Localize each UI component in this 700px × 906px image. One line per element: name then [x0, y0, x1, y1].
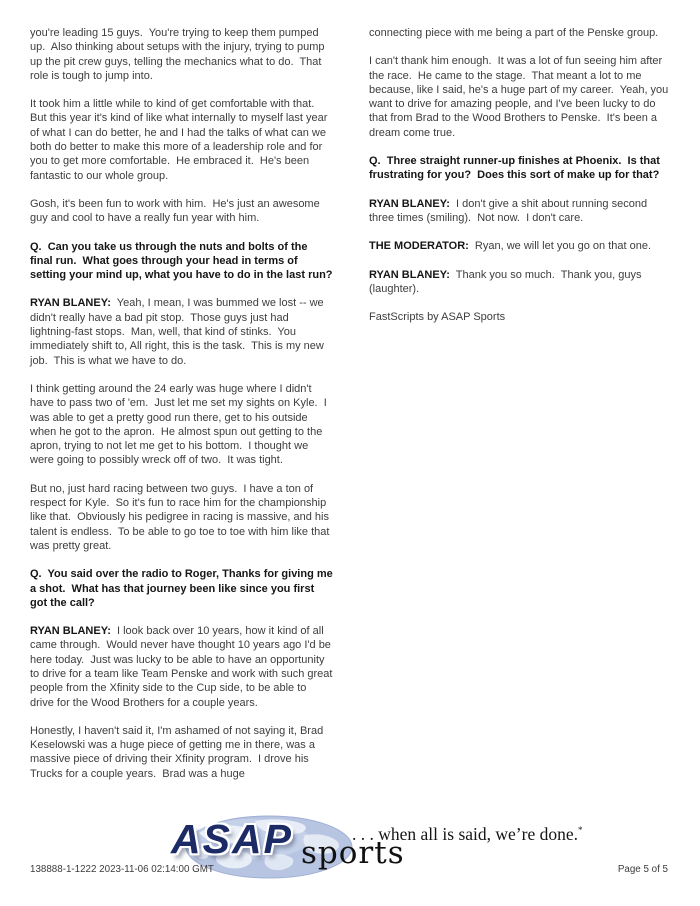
body-paragraph: I think getting around the 24 early was huge where I didn't have to pass two of 'em. Just let me set my sights on Kyle. I was able to get a pretty good run there, get to his outside when he got to the apron. He almost spun out getting to the apron, trying to not let me get to his bottom. I thought we were going to possibly wreck off of two. It was tight.	[30, 382, 330, 467]
logo-sports-text: sports	[301, 835, 405, 871]
body-paragraph: FastScripts by ASAP Sports	[369, 311, 506, 324]
body-paragraph: Honestly, I haven't said it, I'm ashamed of not saying it, Brad Keselowski was a huge piece of getting me in there, was a massive piece of driving their Xfinity program. I drove his Trucks for a couple years. Brad was a huge	[30, 724, 327, 780]
logo-asap-text: ASAP	[171, 816, 293, 862]
speech-text: Yeah, I mean, I was bummed we lost -- we didn't really have a bad pit stop. Those guys just had lightning-fast stops. Man, well, that kind of stinks. You immediately shift to, All right, this is the task. This is my new job. This is what we have to do.	[30, 297, 327, 367]
body-paragraph: But no, just hard racing between two guys. I have a ton of respect for Kyle. So it's fun to race him for the championship like that. Obviously his pedigree in racing is massive, and his talent is endless. To be able to go toe to toe with him like that was pretty great.	[30, 482, 333, 552]
footer-page-number: Page 5 of 5	[617, 864, 668, 875]
question-paragraph: Q. Can you take us through the nuts and bolts of the final run. What goes through your head in terms of setting your mind up, what you have to do in the last run?	[30, 240, 333, 282]
speaker-name: THE MODERATOR:	[369, 240, 469, 253]
two-column-text-area	[30, 26, 672, 795]
speech-text: Ryan, we will let you go on that one.	[468, 240, 652, 253]
speaker-name: RYAN BLANEY:	[369, 197, 450, 210]
body-paragraph: It took him a little while to kind of get comfortable with that. But this year it's kind of like what internally to myself last year of what I can do better, he and I had the talks of what can we both do better to make this more of a leadership role and for you to get more comfortable. He embraced it. He's been fantastic to our whole group.	[30, 98, 331, 182]
speech-text: I don't give a shit about running second three times (smiling). Not now. I don't care.	[369, 197, 651, 224]
answer-paragraph	[369, 268, 672, 297]
speech-text: I look back over 10 years, how it kind of all came through. Would never have thought 10 years ago I'd be here today. Just was lucky to be able to have an opportunity to drive for a team like Team Penske and work with such great people from the Xfinity side to the Cup side, to be able to drive for the Wood Brothers for a couple years.	[30, 625, 336, 709]
speaker-name: RYAN BLANEY:	[30, 297, 111, 310]
body-paragraph: I can't thank him enough. It was a lot of fun seeing him after the race. He came to the stage. That meant a lot to me because, like I said, he's a huge part of my career. Yeah, you want to drive for amazing people, and I've been lucky to do that from Brad to the Wood Brothers to Penske. It's been a dream come true.	[369, 55, 672, 139]
answer-paragraph	[30, 624, 336, 710]
speaker-name: RYAN BLANEY:	[30, 625, 111, 638]
tagline-text: . . . when all is said, we’re done.	[352, 824, 578, 844]
body-paragraph: Gosh, it's been fun to work with him. He's just an awesome guy and cool to have a really fun year with him.	[30, 197, 323, 225]
body-paragraph: you're leading 15 guys. You're trying to keep them pumped up. Also thinking about setups with the injury, trying to pump up the pit crew guys, telling the mechanics what to do. That role is tough to jump into.	[30, 27, 328, 82]
question-paragraph: Q. You said over the radio to Roger, Thanks for giving me a shot. What has that journey been like since you first got the call?	[30, 568, 336, 609]
speech-text: Thank you so much. Thank you, guys (laughter).	[369, 268, 645, 295]
left-column	[30, 26, 336, 795]
speaker-name: RYAN BLANEY:	[369, 268, 450, 281]
footer-transcript-id: 138888-1-1222 2023-11-06 02:14:00 GMT	[30, 864, 214, 875]
right-column	[369, 26, 672, 795]
answer-paragraph	[369, 239, 672, 253]
trademark-asterisk: *	[577, 825, 583, 836]
answer-paragraph	[30, 296, 333, 367]
question-paragraph: Q. Three straight runner-up finishes at Phoenix. Is that frustrating for you? Does this sort of make up for that?	[369, 155, 663, 182]
body-paragraph: connecting piece with me being a part of the Penske group.	[369, 27, 659, 39]
answer-paragraph	[369, 197, 672, 226]
